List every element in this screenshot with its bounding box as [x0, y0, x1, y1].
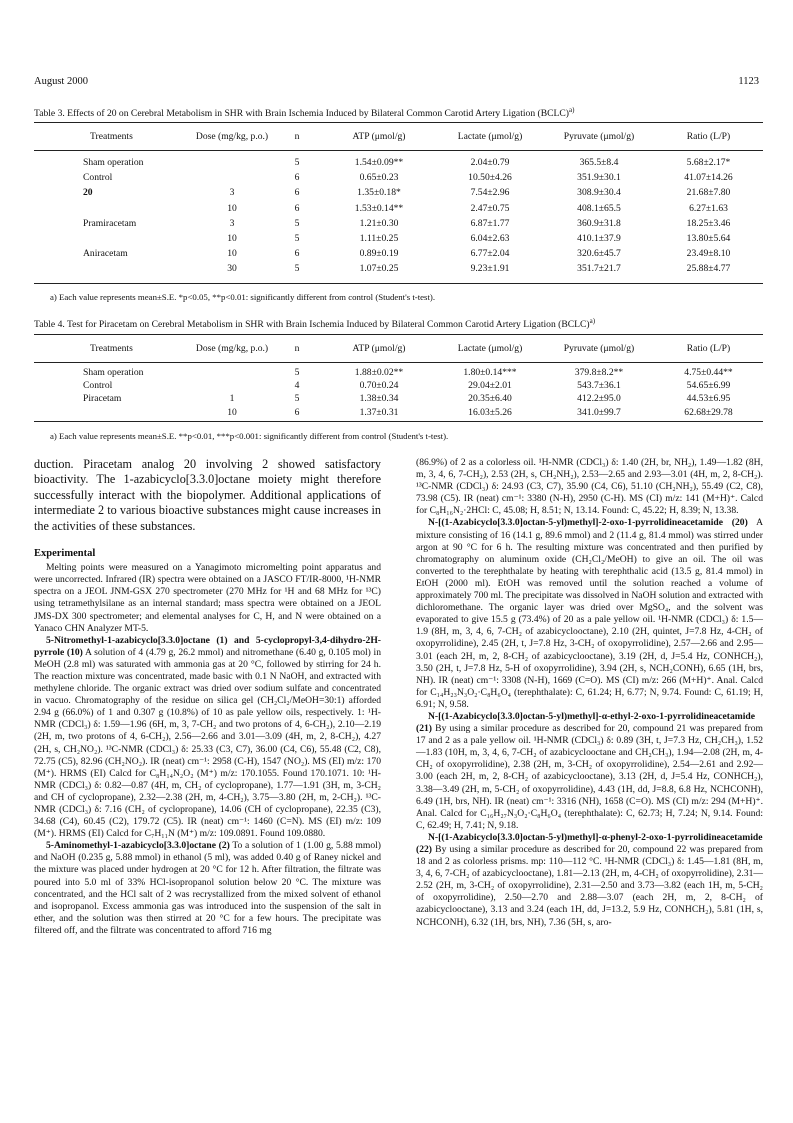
table3-cell-r2-c0: 20: [83, 187, 93, 199]
table4-cell-r0-c0: Sham operation: [83, 367, 144, 378]
table3-cell-r3-c4: 2.47±0.75: [470, 202, 510, 214]
table4-cell-r1-c3: 0.70±0.24: [359, 380, 399, 392]
table3-cell-r7-c6: 25.88±4.77: [686, 263, 731, 275]
table4-cell-r2-c5: 412.2±95.0: [577, 393, 621, 405]
running-header: [34, 76, 759, 90]
left-column: [34, 457, 381, 937]
table4-header-2: n: [294, 343, 300, 354]
table3-cell-r2-c5: 308.9±30.4: [577, 187, 621, 199]
table3-cell-r0-c6: 5.68±2.17*: [686, 157, 731, 168]
table4-cell-r0-c6: 4.75±0.44**: [684, 367, 733, 378]
table4-cell-r2-c2: 5: [294, 393, 300, 405]
table3-header-2: n: [294, 131, 300, 142]
table3-cell-r5-c1: 10: [227, 233, 237, 244]
table3-footnote: a) Each value represents mean±S.E. *p<0.05, **p<0.01: significantly different from control (Student's t-test).: [50, 292, 436, 302]
table3-cell-r3-c6: 6.27±1.63: [689, 202, 728, 214]
procedure-compound-21: N-[(1-Azabicyclo[3.3.0]octan-5-yl)methyl]-α-ethyl-2-oxo-1-pyrrolidineacetamide (21) By using a similar procedure as described for 20, compound 21 was prepared from 17 and 2 as a pale yellow oil. ¹H-NMR (CDCl₃) δ: 0.89 (3H, t, J=7.3 Hz, CH₂CH₃), 1.52—1.83 (10H, m, 3, 4, 6, 7-CH₂ of azabicyclooctane and CH₂CH₃), 1.94—2.08 (2H, m, 4-CH₂ of oxopyrrolidine), 2.38 (2H, m, 3-CH₂ of oxopyrrolidine), 2.54—2.61 and 2.92—3.00 (each 2H, m, 2, 8-CH₂ of azabicyclooctane), 3.13 (2H, d, J=5.4 Hz, CONHCH₂), 3.38—3.49 (2H, m, 5-CH₂ of oxopyrrolidine), 4.43 (1H, dd, J=8.8, 6.8 Hz, NCHCONH), 6.49 (1H, brs, NH). IR (neat) cm⁻¹: 3316 (NH), 1658 (C=O). MS (CI) m/z: 294 (M+H)⁺. Anal. Calcd for C₁₆H₂₇N₃O₂·C₈H₆O₄ (terephthalate): C, 62.73; H, 7.24; N, 9.14. Found: C, 62.49; H, 7.41; N, 9.18.: [416, 710, 763, 831]
table3-header-6: Ratio (L/P): [686, 131, 731, 142]
table3-cell-r4-c2: 5: [294, 217, 300, 229]
table3-cell-r2-c4: 7.54±2.96: [470, 187, 510, 199]
right-column: [416, 457, 763, 929]
table3-header-5: Pyruvate (μmol/g): [563, 131, 635, 142]
table4-header-0: Treatments: [90, 343, 133, 354]
table3-cell-r7-c1: 30: [227, 263, 237, 275]
intro-paragraph: duction. Piracetam analog 20 involving 2 showed satisfactory bioactivity. The 1-azabicyclo[3.3.0]octane moiety might therefore successfully interact with the biopolymer. Additional applications of intermediate 2 to various bioactive substances might cause increases in the activities of these substances.: [34, 457, 381, 533]
table3-cell-r6-c4: 6.77±2.04: [470, 248, 510, 260]
table4-cell-r3-c6: 62.68±29.78: [684, 406, 733, 418]
table3-cell-r4-c5: 360.9±31.8: [577, 217, 621, 229]
table3-cell-r7-c3: 1.07±0.25: [359, 263, 399, 275]
table4-cell-r1-c5: 543.7±36.1: [577, 380, 621, 392]
table3-header-0: Treatments: [90, 131, 133, 142]
table3-cell-r5-c6: 13.80±5.64: [686, 233, 731, 244]
table3-caption: Table 3. Effects of 20 on Cerebral Metabolism in SHR with Brain Ischemia Induced by Bilateral Common Carotid Artery Ligation (BCLC)$^{a)}$: [34, 106, 575, 120]
table3-cell-r1-c3: 0.65±0.23: [359, 172, 399, 184]
procedure-compound-2: 5-Aminomethyl-1-azabicyclo[3.3.0]octane (2) To a solution of 1 (1.00 g, 5.88 mmol) and NaOH (0.235 g, 5.88 mmol) in ethanol (5 ml), was added 0.40 g of Raney nickel and the mixture was placed under hydrogen at 20 °C for 12 h. After filtration, the filtrate was poured into 5.0 ml of 33% HCl-isopropanol solution below 20 °C. The mixture was concentrated, and the HCl salt of 2 was recrystallized from the mixed solvent of ethanol and isopropanol. Excess ammonia gas was introduced into the suspension of the salt in ether, and the solution was then stirred at 20 °C for a few hours. The precipitate was filtered off, and the filtrate was concentrated to afford 716 mg: [34, 840, 381, 936]
table4-header-6: Ratio (L/P): [686, 343, 731, 354]
table3-cell-r4-c4: 6.87±1.77: [470, 217, 510, 229]
procedure-compound-22: N-[(1-Azabicyclo[3.3.0]octan-5-yl)methyl]-α-phenyl-2-oxo-1-pyrrolidineacetamide (22) By using a similar procedure as described for 20, compound 22 was prepared from 18 and 2 as colorless prisms. mp: 110—112 °C. ¹H-NMR (CDCl₃) δ: 1.45—1.81 (8H, m, 3, 4, 6, 7-CH₂ of azabicyclooctane), 1.81—2.13 (2H, m, 4-CH₂ of oxopyrrolidine), 2.31—2.52 (2H, m, 3-CH₂ of oxopyrrolidine), 2.31—2.50 and 3.73—3.82 (each 1H, m, 5-CH₂ of oxopyrrolidine), 2.50—2.70 and 2.88—3.07 (each 2H, m, 2, 8-CH₂ of azabicyclooctane), 3.13 and 3.24 (each 1H, dd, J=13.2, 5.9 Hz, CONHCH₂), 5.81 (1H, s, NCHCONH), 6.32 (1H, brs, NH), 7.36 (5H, s, aro-: [416, 831, 763, 928]
table3-cell-r4-c6: 18.25±3.46: [686, 217, 731, 229]
table4-cell-r3-c5: 341.0±99.7: [577, 406, 621, 418]
table4-header-3: ATP (μmol/g): [352, 343, 406, 354]
table4-cell-r0-c3: 1.88±0.02**: [354, 367, 404, 378]
table3-cell-r0-c0: Sham operation: [83, 157, 144, 168]
table4-cell-r0-c2: 5: [294, 367, 300, 378]
table4-cell-r3-c2: 6: [294, 406, 300, 418]
procedure-compound-1-10: 5-Nitromethyl-1-azabicyclo[3.3.0]octane (1) and 5-cyclopropyl-3,4-dihydro-2H-pyrrole (10) A solution of 4 (4.79 g, 26.2 mmol) and nitromethane (6.40 g, 0.105 mol) in MeOH (2.8 ml) was saturated with ammonia gas at 20 °C, followed by stirring for 24 h. The reaction mixture was concentrated, made basic with 0.1 N NaOH, and extracted with methylene chloride. The organic extract was dried over sodium sulfate and concentrated in vacuo. Chromatography of the residue on silica gel (CH₂Cl₂/MeOH=30:1) afforded 2.94 g (66.0%) of 1 and 0.307 g (10.8%) of 10 as pale yellow oils, respectively. 1: ¹H-NMR (CDCl₃) δ: 1.59—1.96 (6H, m, 3, 7-CH₂ and two protons of 4, 6-CH₂), 2.10—2.19 (2H, m, two protons of 4, 6-CH₂), 2.56—2.66 and 3.01—3.09 (4H, m, 2, 8-CH₂), 4.27 (2H, s, CH₂NO₂). ¹³C-NMR (CDCl₃) δ: 25.33 (C3, C7), 36.00 (C4, C6), 55.48 (C2, C8), 72.75 (C5), 82.96 (CH₂NO₂). IR (neat) cm⁻¹: 2958 (C-H), 1547 (NO₂). MS (EI) m/z: 170 (M⁺). HRMS (EI) Calcd for C₈H₁₄N₂O₂ (M⁺) m/z: 170.1055. Found 170.1071. 10: ¹H-NMR (CDCl₃) δ: 0.82—0.87 (4H, m, CH₂ of cyclopropane), 1.77—1.91 (3H, m, 3-CH₂ and CH of cyclopropane), 2.32—2.38 (2H, m, 4-CH₂), 3.75—3.80 (2H, m, 2-CH₂). ¹³C-NMR (CDCl₃) δ: 7.16 (CH₂ of cyclopropane), 14.06 (CH of cyclopropane), 22.35 (C3), 34.68 (C4), 60.45 (C2), 179.72 (C5). IR (neat) cm⁻¹: 1460 (C=N). MS (EI) m/z: 109 (M⁺). HRMS (EI) Calcd for C₇H₁₁N (M⁺) m/z: 109.0891. Found 109.0880.: [34, 634, 381, 840]
table3-cell-r6-c0: Aniracetam: [83, 248, 128, 260]
table3-cell-r5-c5: 410.1±37.9: [577, 233, 621, 244]
table3-cell-r2-c1: 3: [229, 187, 235, 199]
table3-header-4: Lactate (μmol/g): [457, 131, 523, 142]
table3-cell-r0-c3: 1.54±0.09**: [354, 157, 404, 168]
table3-cell-r3-c5: 408.1±65.5: [577, 202, 621, 214]
table4-header-1: Dose (mg/kg, p.o.): [195, 343, 269, 354]
table4-cell-r3-c1: 10: [227, 406, 237, 418]
table3-cell-r1-c6: 41.07±14.26: [684, 172, 733, 184]
table3-cell-r2-c3: 1.35±0.18*: [357, 187, 401, 199]
table3-cell-r1-c2: 6: [294, 172, 300, 184]
table3-header-3: ATP (μmol/g): [352, 131, 406, 142]
table3-cell-r6-c5: 320.6±45.7: [577, 248, 621, 260]
table4-cell-r0-c5: 379.8±8.2**: [574, 367, 624, 378]
table3-cell-r6-c3: 0.89±0.19: [359, 248, 399, 260]
experimental-general: Melting points were measured on a Yanagimoto micromelting point apparatus and were uncorrected. Infrared (IR) spectra were obtained on a JASCO FT/IR-8000, ¹H-NMR spectra on a JEOL JNM-GSX 270 spectrometer (270 MHz for ¹H and 68 MHz for ¹³C) using tetramethylsilane as an internal standard; mass spectra were obtained on a JEOL JMS-DX 300 spectrometer; and elemental analyses for C, H, and N were obtained on a Yanaco CHN Analyzer MT-5.: [34, 562, 381, 634]
table3-cell-r6-c1: 10: [227, 248, 237, 260]
table3-cell-r3-c2: 6: [294, 202, 300, 214]
table4-cell-r1-c2: 4: [294, 380, 300, 392]
table3-header-1: Dose (mg/kg, p.o.): [195, 131, 269, 142]
table3-cell-r2-c2: 6: [294, 187, 300, 199]
table4-cell-r3-c3: 1.37±0.31: [359, 406, 399, 418]
table3-cell-r0-c5: 365.5±8.4: [579, 157, 619, 168]
table4-cell-r1-c6: 54.65±6.99: [686, 380, 731, 392]
table3-cell-r6-c2: 6: [294, 248, 300, 260]
compound-2-data: (86.9%) of 2 as a colorless oil. ¹H-NMR (CDCl₃) δ: 1.40 (2H, br, NH₂), 1.49—1.82 (8H, m, 3, 4, 6, 7-CH₂), 2.53 (2H, s, CH₂NH₂), 2.53—2.65 and 2.93—3.01 (4H, m, 2, 8-CH₂). ¹³C-NMR (CDCl₃) δ: 24.93 (C3, C7), 35.90 (C4, C6), 51.10 (CH₂NH₂), 55.49 (C2, C8), 73.98 (C5). IR (neat) cm⁻¹: 3380 (N-H), 2950 (C-H). MS (CI) m/z: 141 (M+H)⁺. Calcd for C₈H₁₆N₂·2HCl: C, 45.08; H, 8.51; N, 13.14. Found: C, 45.22; H, 8.39; N, 13.38.: [416, 457, 763, 517]
experimental-heading: Experimental: [34, 548, 96, 560]
table3-cell-r3-c1: 10: [227, 202, 237, 214]
table3-cell-r2-c6: 21.68±7.80: [686, 187, 731, 199]
table4-cell-r2-c6: 44.53±6.95: [686, 393, 731, 405]
table3-cell-r5-c4: 6.04±2.63: [470, 233, 510, 244]
table3-cell-r5-c2: 5: [294, 233, 300, 244]
table3: [34, 122, 763, 284]
table4-header-5: Pyruvate (μmol/g): [563, 343, 635, 354]
table3-cell-r4-c3: 1.21±0.30: [359, 217, 399, 229]
table4-cell-r2-c0: Piracetam: [83, 393, 122, 405]
table4-cell-r1-c0: Control: [83, 380, 113, 392]
table4: [34, 334, 763, 422]
table3-cell-r7-c4: 9.23±1.91: [470, 263, 510, 275]
table3-cell-r6-c6: 23.49±8.10: [686, 248, 731, 260]
header-page-number: 1123: [738, 76, 759, 87]
table3-cell-r0-c4: 2.04±0.79: [470, 157, 510, 168]
table3-cell-r1-c4: 10.50±4.26: [468, 172, 512, 184]
table4-footnote: a) Each value represents mean±S.E. **p<0.01, ***p<0.001: significantly different from control (Student's t-test).: [50, 431, 449, 441]
table4-cell-r2-c4: 20.35±6.40: [468, 393, 512, 405]
table4-cell-r0-c4: 1.80±0.14***: [463, 367, 517, 378]
procedure-compound-20: N-[(1-Azabicyclo[3.3.0]octan-5-yl)methyl]-2-oxo-1-pyrrolidineacetamide (20) A mixture consisting of 16 (14.1 g, 89.6 mmol) and 2 (11.4 g, 81.4 mmol) was stirred under argon at 90 °C for 6 h. The resulting mixture was concentrated and then purified by chromatography on aluminum oxide (CH₂Cl₂/MeOH) to give an oil. The oil was converted to the terephthalate by heating with terephthalic acid (13.5 g, 81.4 mmol) in EtOH (2000 ml). EtOH was removed until the solution reached a volume of approximately 700 ml. The precipitate was dissolved in NaOH solution and extracted with dichloromethane. The organic layer was dried over MgSO₄, and the solvent was evaporated to give 15.5 g (73.4%) of 20 as a pale yellow oil. ¹H-NMR (CDCl₃) δ: 1.5—1.9 (8H, m, 3, 4, 6, 7-CH₂ of azabicyclooctane), 2.10 (2H, quintet, J=7.8 Hz, 4-CH₂ of oxopyrrolidine), 2.45 (2H, t, J=7.8 Hz, 3-CH₂ of oxopyrrolidine), 2.57—2.66 and 2.95—3.01 (each 2H, m, 2, 8-CH₂ of azabicyclooctane), 3.19 (2H, d, J=5.4 Hz, CONHCH₂), 3.50 (2H, t, J=7.8 Hz, 5-H of oxopyrrolidine), 3.94 (2H, s, NCH₂CONH), 6.65 (1H, brs, NH). IR (neat) cm⁻¹: 3308 (N-H), 1669 (C=O). MS (CI) m/z: 266 (M+H)⁺. Anal. Calcd for C₁₄H₂₃N₃O₂·C₈H₆O₄ (terephthalate): C, 61.24; H, 6.77; N, 9.74. Found: C, 61.19; H, 6.91; N, 9.58.: [416, 517, 763, 710]
table3-cell-r0-c2: 5: [294, 157, 300, 168]
table3-cell-r1-c0: Control: [83, 172, 113, 184]
table3-cell-r4-c1: 3: [229, 217, 235, 229]
table4-cell-r3-c4: 16.03±5.26: [468, 406, 512, 418]
table3-cell-r7-c5: 351.7±21.7: [577, 263, 621, 275]
table3-cell-r3-c3: 1.53±0.14**: [354, 202, 404, 214]
table4-cell-r1-c4: 29.04±2.01: [468, 380, 512, 392]
table3-cell-r4-c0: Pramiracetam: [83, 217, 137, 229]
table4-caption: Table 4. Test for Piracetam on Cerebral Metabolism in SHR with Brain Ischemia Induced by Bilateral Common Carotid Artery Ligation (BCLC)$^{a)}$: [34, 317, 596, 331]
header-date: August 2000: [34, 76, 88, 87]
table4-cell-r2-c3: 1.38±0.34: [359, 393, 399, 405]
table3-cell-r1-c5: 351.9±30.1: [577, 172, 621, 184]
table3-cell-r5-c3: 1.11±0.25: [359, 233, 399, 244]
table4-cell-r2-c1: 1: [229, 393, 235, 405]
table4-header-4: Lactate (μmol/g): [457, 343, 523, 354]
table3-cell-r7-c2: 5: [294, 263, 300, 275]
